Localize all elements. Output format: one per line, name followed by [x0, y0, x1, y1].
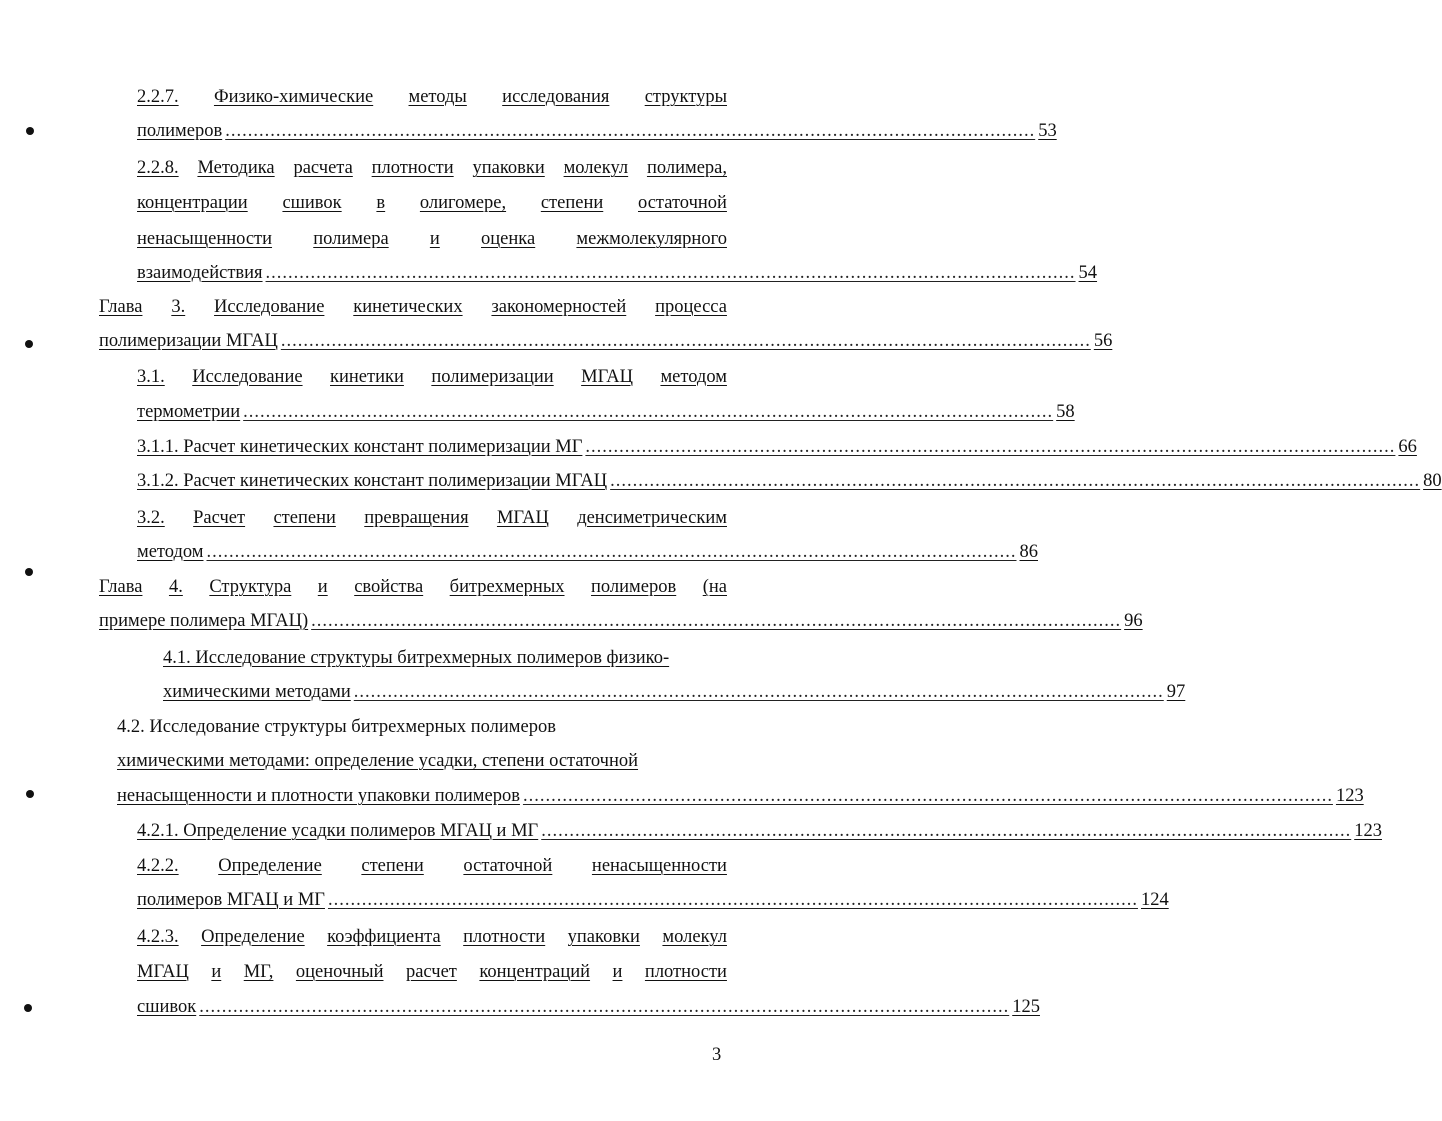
word: МГАЦ: [496, 508, 549, 528]
margin-dot: [25, 568, 33, 576]
word: кинетики: [330, 367, 404, 387]
word: остаточной: [638, 193, 727, 213]
word: межмолекулярного: [576, 229, 727, 249]
word: 3.: [171, 297, 186, 317]
leader-dots: ................................................................................................................................................: [206, 542, 1017, 562]
toc-page-number: 54: [1078, 263, 1098, 283]
toc-entry-text: химическими методами: определение усадки, степени остаточной: [117, 751, 639, 771]
leader-dots: ................................................................................................................................................: [541, 821, 1352, 841]
toc-entry-4-2-line1[interactable]: [117, 713, 727, 741]
toc-entry-4-2-2-line2[interactable]: [137, 886, 1169, 914]
word: (на: [702, 577, 727, 597]
toc-entry-4-1-line1[interactable]: [163, 644, 727, 672]
toc-entry-4-2-3-line1[interactable]: [137, 923, 727, 951]
word: Определение: [218, 856, 322, 876]
toc-entry-text: 4.2. Исследование структуры битрехмерных полимеров: [117, 717, 556, 737]
toc-chapter-4-line1[interactable]: [99, 573, 727, 601]
toc-page-number: 123: [1335, 786, 1364, 806]
toc-entry-text: полимеризации МГАЦ: [99, 331, 278, 351]
word: оценка: [481, 229, 536, 249]
word: Расчет: [193, 508, 246, 528]
toc-page-number: 80: [1423, 471, 1442, 491]
word: Глава: [99, 297, 143, 317]
toc-entry-text: 4.1. Исследование структуры битрехмерных полимеров физико-: [163, 648, 670, 668]
page-number: 3: [712, 1045, 722, 1065]
word: молекул: [662, 927, 727, 947]
word: ненасыщенности: [137, 229, 273, 249]
margin-dot: [25, 340, 33, 348]
toc-entry-text: взаимодействия: [137, 263, 263, 283]
word: полимеров: [591, 577, 677, 597]
toc-page-number: 66: [1398, 437, 1417, 457]
word: полимера,: [646, 158, 727, 178]
margin-dot: [26, 790, 34, 798]
toc-entry-4-1-line2[interactable]: [163, 678, 1186, 706]
margin-dot: [24, 1004, 32, 1012]
toc-page-number: 53: [1038, 121, 1057, 141]
word: в: [376, 193, 386, 213]
word: коэффициента: [327, 927, 441, 947]
word: расчета: [293, 158, 353, 178]
leader-dots: ................................................................................................................................................: [265, 263, 1076, 283]
word: расчет: [405, 962, 457, 982]
word: и: [429, 229, 440, 249]
toc-entry-4-2-line2[interactable]: [117, 747, 727, 775]
leader-dots: ................................................................................................................................................: [311, 611, 1122, 631]
word: плотности: [463, 927, 546, 947]
toc-entry-2-2-7-line2[interactable]: [137, 117, 1057, 145]
word: 4.2.2.: [137, 856, 179, 876]
word: полимера: [313, 229, 389, 249]
word: МГ,: [243, 962, 274, 982]
toc-page-number: 58: [1056, 402, 1075, 422]
word: степени: [540, 193, 604, 213]
word: 4.2.3.: [137, 927, 179, 947]
toc-page-number: 123: [1354, 821, 1382, 841]
toc-entry-4-2-1[interactable]: [137, 817, 1382, 845]
word: олигомере,: [419, 193, 507, 213]
toc-chapter-3-line2[interactable]: [99, 327, 1113, 355]
toc-entry-3-1-2[interactable]: [137, 467, 1442, 495]
toc-entry-2-2-8-line2[interactable]: [137, 189, 727, 217]
word: исследования: [502, 87, 610, 107]
word: денсиметрическим: [577, 508, 727, 528]
word: оценочный: [295, 962, 384, 982]
word: 2.2.8.: [137, 158, 179, 178]
word: концентрации: [137, 193, 248, 213]
leader-dots: ................................................................................................................................................: [327, 890, 1138, 910]
toc-entry-3-2-line2[interactable]: [137, 538, 1038, 566]
word: ненасыщенности: [591, 856, 727, 876]
toc-entry-2-2-7-line1[interactable]: [137, 83, 727, 111]
toc-entry-text: ненасыщенности и плотности упаковки полимеров: [117, 786, 520, 806]
toc-page-number: 96: [1124, 611, 1143, 631]
word: и: [317, 577, 328, 597]
toc-entry-3-1-line1[interactable]: [137, 363, 727, 391]
word: 3.1.: [137, 367, 165, 387]
leader-dots: ................................................................................................................................................: [585, 437, 1396, 457]
word: Физико-химические: [213, 87, 374, 107]
word: полимеризации: [431, 367, 554, 387]
word: Определение: [201, 927, 305, 947]
toc-entry-text: полимеров МГАЦ и МГ: [137, 890, 325, 910]
word: закономерностей: [491, 297, 627, 317]
toc-entry-text: методом: [137, 542, 204, 562]
word: Методика: [197, 158, 275, 178]
word: 4.: [168, 577, 183, 597]
toc-page-number: 97: [1166, 682, 1186, 702]
margin-dot: [26, 127, 34, 135]
leader-dots: ................................................................................................................................................: [280, 331, 1091, 351]
toc-page-number: 86: [1019, 542, 1038, 562]
word: превращения: [364, 508, 469, 528]
word: степени: [361, 856, 424, 876]
word: Структура: [209, 577, 292, 597]
word: структуры: [644, 87, 727, 107]
word: Глава: [99, 577, 143, 597]
toc-entry-text: примере полимера МГАЦ): [99, 611, 309, 631]
leader-dots: ................................................................................................................................................: [610, 471, 1421, 491]
toc-entry-text: полимеров: [137, 121, 223, 141]
word: свойства: [354, 577, 424, 597]
word: методы: [408, 87, 467, 107]
word: МГАЦ: [137, 962, 189, 982]
toc-entry-4-2-line3[interactable]: [117, 782, 1364, 810]
word: процесса: [655, 297, 727, 317]
toc-entry-text: 3.1.2. Расчет кинетических констант полимеризации МГАЦ: [137, 471, 608, 491]
word: концентраций: [479, 962, 591, 982]
leader-dots: ................................................................................................................................................: [522, 786, 1333, 806]
toc-page-number: 124: [1140, 890, 1169, 910]
toc-entry-2-2-8-line1[interactable]: [137, 154, 727, 182]
word: молекул: [563, 158, 629, 178]
toc-entry-3-1-1[interactable]: [137, 433, 1417, 461]
toc-entry-text: 3.1.1. Расчет кинетических констант полимеризации МГ: [137, 437, 583, 457]
toc-entry-text: 4.2.1. Определение усадки полимеров МГАЦ и МГ: [137, 821, 539, 841]
word: кинетических: [353, 297, 463, 317]
word: остаточной: [463, 856, 553, 876]
toc-page-number: 125: [1012, 997, 1040, 1017]
toc-chapter-3-line1[interactable]: [99, 293, 727, 321]
toc-entry-text: термометрии: [137, 402, 241, 422]
toc-page-number: 56: [1093, 331, 1113, 351]
toc-entry-4-2-3-line2[interactable]: [137, 958, 727, 986]
word: и: [612, 962, 623, 982]
word: 2.2.7.: [137, 87, 179, 107]
toc-entry-3-2-line1[interactable]: [137, 504, 727, 532]
word: и: [211, 962, 222, 982]
word: 3.2.: [137, 508, 165, 528]
toc-entry-2-2-8-line4[interactable]: [137, 259, 1098, 287]
toc-chapter-4-line2[interactable]: [99, 607, 1143, 635]
word: МГАЦ: [581, 367, 633, 387]
leader-dots: ................................................................................................................................................: [225, 121, 1036, 141]
leader-dots: ................................................................................................................................................: [199, 997, 1010, 1017]
word: битрехмерных: [449, 577, 565, 597]
word: Исследование: [192, 367, 303, 387]
word: степени: [273, 508, 336, 528]
toc-entry-text: сшивок: [137, 997, 197, 1017]
word: упаковки: [567, 927, 640, 947]
word: методом: [660, 367, 727, 387]
word: Исследование: [214, 297, 325, 317]
leader-dots: ................................................................................................................................................: [353, 682, 1164, 702]
word: упаковки: [472, 158, 545, 178]
toc-entry-3-1-line2[interactable]: [137, 398, 1075, 426]
toc-entry-2-2-8-line3[interactable]: [137, 225, 727, 253]
toc-entry-4-2-3-line3[interactable]: [137, 993, 1040, 1021]
word: плотности: [371, 158, 454, 178]
leader-dots: ................................................................................................................................................: [243, 402, 1054, 422]
toc-entry-text: химическими методами: [163, 682, 351, 702]
toc-entry-4-2-2-line1[interactable]: [137, 852, 727, 880]
word: плотности: [644, 962, 727, 982]
word: сшивок: [282, 193, 342, 213]
